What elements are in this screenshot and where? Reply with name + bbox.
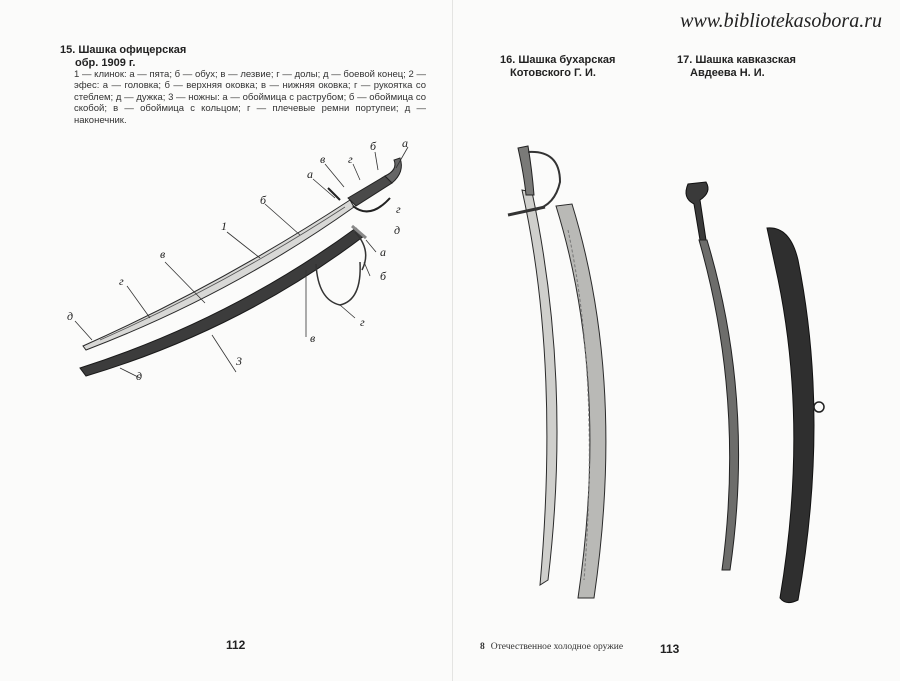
label-b-blade: б bbox=[260, 193, 267, 207]
label-g-scabbard: г bbox=[360, 315, 365, 329]
label-3: 3 bbox=[236, 354, 242, 368]
label-1: 1 bbox=[221, 219, 227, 233]
item-15-legend: 1 — клинок: а — пята; б — обух; в — лезвие; г — долы; д — боевой конец; 2 — эфес: а — головка; б — верхняя оковка; в — нижняя оковка; г — рукоятка со стеблем; д — дужка; 3 — ножны: а — обоймица с раструбом; б — обоймица со скобой; в — обоймица с кольцом; г — плечевые ремни портупеи; д — наконечник. bbox=[74, 69, 426, 126]
page-number-left: 112 bbox=[226, 638, 246, 652]
label-v-hilt: в bbox=[320, 152, 326, 166]
shashka-caucasian-blade bbox=[686, 182, 739, 570]
label-d-blade: д bbox=[67, 309, 74, 323]
label-v-blade: в bbox=[160, 247, 166, 261]
label-a-blade: а bbox=[307, 167, 313, 181]
footer-text: Отечественное холодное оружие bbox=[490, 642, 624, 652]
label-g-hilt2: г bbox=[396, 202, 401, 216]
item-15-callouts bbox=[75, 147, 408, 378]
item-15-title: 15. Шашка офицерская bbox=[60, 44, 187, 56]
footer-signature-number: 8 bbox=[480, 642, 485, 652]
label-a-hilt: а bbox=[402, 136, 408, 150]
label-d-scabbard: д bbox=[136, 369, 143, 383]
label-v-scabbard: в bbox=[310, 331, 316, 345]
item-16-owner: Котовского Г. И. bbox=[510, 67, 596, 79]
page-footer bbox=[480, 642, 623, 652]
item-15-subtitle: обр. 1909 г. bbox=[75, 57, 136, 69]
item-16-title: 16. Шашка бухарская bbox=[500, 54, 616, 66]
shashka-1909-hilt bbox=[328, 158, 401, 211]
label-a-scabbard: а bbox=[380, 245, 386, 259]
label-b-hilt: б bbox=[370, 139, 377, 153]
shashka-bukhara-blade bbox=[508, 146, 560, 585]
shashka-bukhara-scabbard bbox=[556, 204, 606, 598]
shashka-1909-scabbard bbox=[80, 226, 366, 376]
label-g-hilt: г bbox=[348, 152, 353, 166]
item-17-title: 17. Шашка кавказская bbox=[677, 54, 796, 66]
label-g-blade: г bbox=[119, 274, 124, 288]
shashka-caucasian-scabbard bbox=[767, 228, 824, 603]
item-17-owner: Авдеева Н. И. bbox=[690, 67, 765, 79]
watermark-url: www.bibliotekasobora.ru bbox=[680, 10, 882, 32]
label-d-hilt: д bbox=[394, 223, 401, 237]
label-b-scabbard: б bbox=[380, 269, 387, 283]
page-number-right: 113 bbox=[660, 642, 680, 656]
